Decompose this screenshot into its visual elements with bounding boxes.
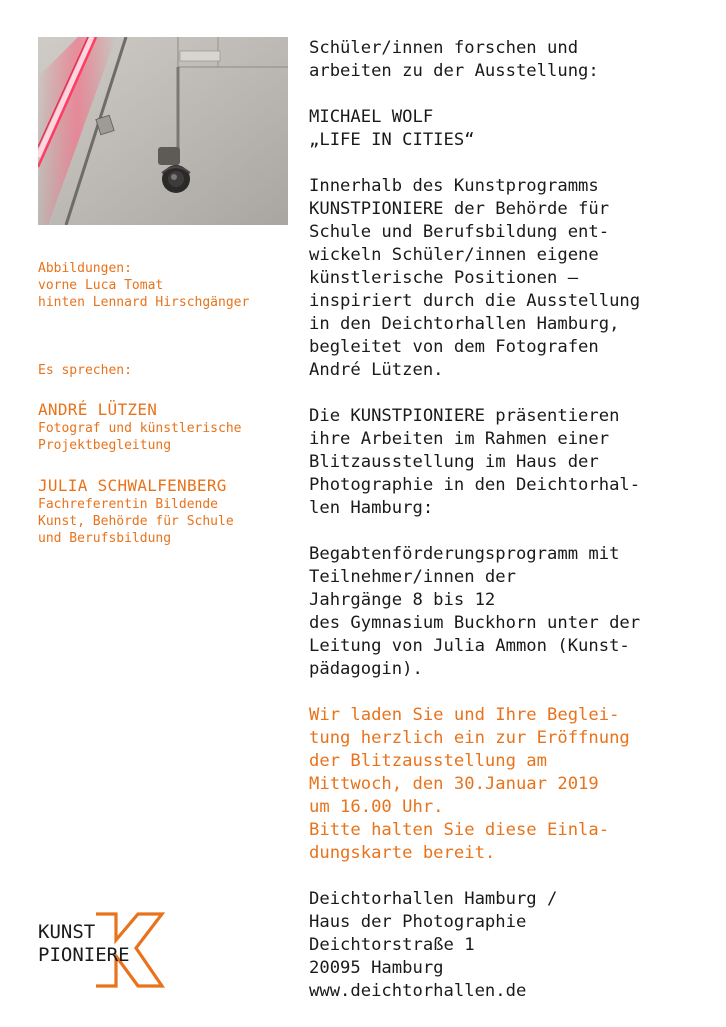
speaker-role-line: Kunst, Behörde für Schule: [38, 514, 234, 529]
text-line: Bitte halten Sie diese Einla-: [309, 820, 610, 840]
speaker-name: JULIA SCHWALFENBERG: [38, 476, 227, 495]
text-line: des Gymnasium Buckhorn unter der: [309, 613, 641, 633]
text-line: dungskarte bereit.: [309, 843, 496, 863]
text-line: Begabtenförderungsprogramm mit: [309, 544, 620, 564]
text-line: begleitet von dem Fotografen: [309, 337, 599, 357]
speaker-andre-lutzen: [38, 400, 242, 454]
participants-paragraph: [309, 543, 709, 681]
text-line: um 16.00 Uhr.: [309, 797, 444, 817]
text-line: Schule und Berufsbildung ent-: [309, 222, 610, 242]
address-line: 20095 Hamburg: [309, 958, 444, 978]
text-line: len Hamburg:: [309, 498, 434, 518]
address-line: Deichtorstraße 1: [309, 935, 475, 955]
caption-line-back: hinten Lennard Hirschgänger: [38, 295, 250, 310]
text-line: Mittwoch, den 30.Januar 2019: [309, 774, 599, 794]
text-line: André Lützen.: [309, 360, 444, 380]
text-line: Photographie in den Deichtorhal-: [309, 475, 641, 495]
website-link[interactable]: www.deichtorhallen.de: [309, 981, 527, 1001]
text-line: tung herzlich ein zur Eröffnung: [309, 728, 630, 748]
kunstpioniere-logo: [38, 912, 166, 988]
text-line: KUNSTPIONIERE der Behörde für: [309, 199, 610, 219]
speaker-julia-schwalfenberg: [38, 476, 234, 547]
text-line: „LIFE IN CITIES“: [309, 130, 475, 150]
invitation-paragraph: [309, 704, 709, 865]
text-line: ihre Arbeiten im Rahmen einer: [309, 429, 610, 449]
photo-caption: [38, 260, 296, 311]
photo-illustration: [38, 37, 288, 225]
caption-line-front: vorne Luca Tomat: [38, 278, 164, 293]
text-line: Schüler/innen forschen und: [309, 38, 579, 58]
text-line: MICHAEL WOLF: [309, 107, 434, 127]
logo-text-line1: KUNST: [38, 921, 96, 943]
logo-text-line2: PIONIERE: [38, 944, 130, 966]
text-line: inspiriert durch die Ausstellung: [309, 291, 641, 311]
address-line: Deichtorhallen Hamburg /: [309, 889, 558, 909]
intro-paragraph: [309, 37, 709, 83]
text-line: pädagogin).: [309, 659, 423, 679]
text-line: Leitung von Julia Ammon (Kunst-: [309, 636, 630, 656]
text-line: Teilnehmer/innen der: [309, 567, 516, 587]
photo-ceiling-camera: [38, 37, 288, 225]
text-line: künstlerische Positionen –: [309, 268, 579, 288]
text-line: der Blitzausstellung am: [309, 751, 547, 771]
text-line: arbeiten zu der Ausstellung:: [309, 61, 599, 81]
text-line: Jahrgänge 8 bis 12: [309, 590, 496, 610]
invitation-body: [309, 37, 709, 1026]
text-line: in den Deichtorhallen Hamburg,: [309, 314, 620, 334]
logo-k-mark: [38, 912, 166, 988]
address-line: Haus der Photographie: [309, 912, 527, 932]
speaker-role-line: Fotograf und künstlerische: [38, 421, 242, 436]
speaker-role-line: und Berufsbildung: [38, 531, 172, 546]
caption-label: Abbildungen:: [38, 261, 132, 276]
address-block: [309, 888, 709, 1003]
speakers-label: Es sprechen:: [38, 363, 132, 378]
speaker-role-line: Fachreferentin Bildende: [38, 497, 219, 512]
presentation-paragraph: [309, 405, 709, 520]
program-paragraph: [309, 175, 709, 382]
text-line: wickeln Schüler/innen eigene: [309, 245, 599, 265]
text-line: Innerhalb des Kunstprogramms: [309, 176, 599, 196]
text-line: Blitzausstellung im Haus der: [309, 452, 599, 472]
text-line: Die KUNSTPIONIERE präsentieren: [309, 406, 620, 426]
exhibition-title: [309, 106, 709, 152]
text-line: Wir laden Sie und Ihre Beglei-: [309, 705, 620, 725]
speaker-name: ANDRÉ LÜTZEN: [38, 400, 158, 419]
speaker-role-line: Projektbegleitung: [38, 438, 172, 453]
